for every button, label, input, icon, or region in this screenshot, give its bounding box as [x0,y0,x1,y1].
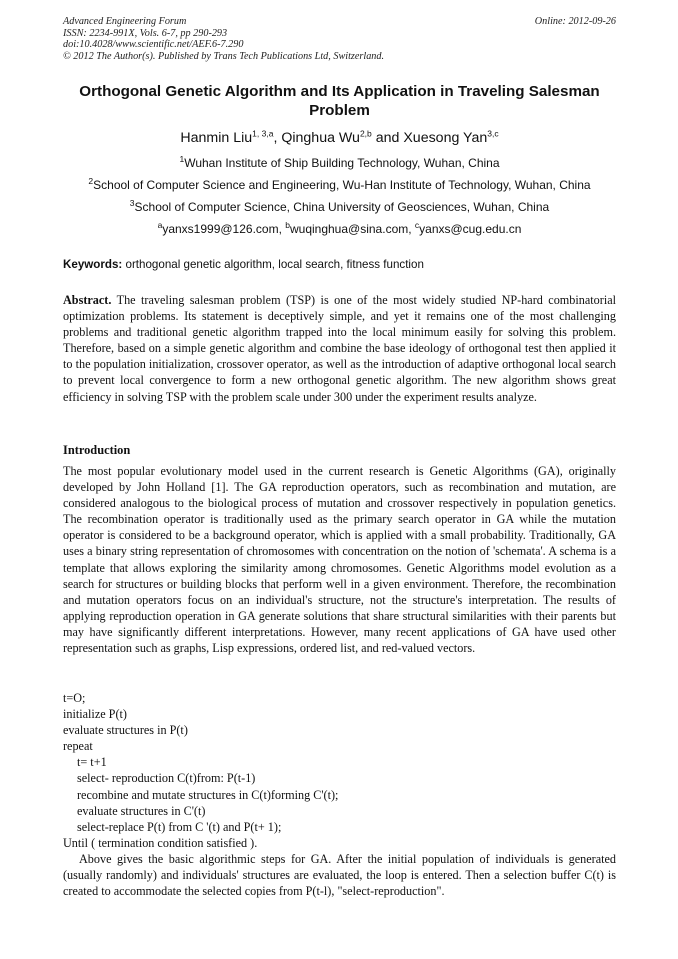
copyright-line: © 2012 The Author(s). Published by Trans Tech Publications Ltd, Switzerland. [63,50,385,62]
keywords-label: Keywords: [63,258,123,271]
algorithm-line: Until ( termination condition satisfied ). [63,835,258,850]
affiliation-superscript: 3 [129,198,135,208]
author-superscript: 2,b [359,128,372,139]
affiliation-text: School of Computer Science and Engineering, Wu-Han Institute of Technology, Wuhan, China [93,178,591,192]
abstract-text: The traveling salesman problem (TSP) is one of the most widely studied NP-hard combinatorial optimization problems. Its statement is deceptively simple, and yet it remains one of the most challenging problems and traditional genetic algorithm trapped into the local minimum easily for solving this problem. Therefore, based on a simple genetic algorithm and combine the base ideology of orthogonal test then applied it to the population initialization, crossover operator, as well as the introduction of adaptive orthogonal local search to prevent local convergence to form a new orthogonal genetic algorithm. The new algorithm shows great efficiency in solving TSP with the problem scale under 300 under the experiment results analyze. [63,293,616,404]
email-address[interactable]: yanxs@cug.edu.cn [419,222,522,236]
online-date: Online: 2012-09-26 [534,16,616,27]
affiliation-superscript: 1 [179,154,185,164]
algorithm-line: repeat [63,739,93,754]
author-list [63,130,616,146]
journal-name: Advanced Engineering Forum [63,16,187,27]
email-superscript: a [157,220,163,230]
abstract [63,292,616,405]
abstract-label: Abstract. [63,293,112,307]
keywords [63,258,616,271]
affiliation-3 [63,200,616,214]
author-separator: and [371,130,404,146]
author-superscript: 1, 3,a [252,128,274,139]
doi-line: doi:10.4028/www.scientific.net/AEF.6-7.290 [63,39,244,51]
affiliation-2 [63,178,616,192]
algorithm-line: evaluate structures in C'(t) [77,803,206,818]
algorithm-line: t=O; [63,691,86,705]
algorithm-line: select-replace P(t) from C '(t) and P(t+ 1); [77,819,282,834]
journal-header [63,16,616,62]
author-name: Qinghua Wu [281,130,360,146]
affiliation-text: Wuhan Institute of Ship Building Technology, Wuhan, China [184,156,500,170]
author-separator: , [273,130,282,146]
affiliation-1 [63,156,616,170]
email-superscript: c [414,220,420,230]
affiliation-text: School of Computer Science, China University of Geosciences, Wuhan, China [134,200,550,214]
issn-line: ISSN: 2234-991X, Vols. 6-7, pp 290-293 [63,27,228,39]
algorithm-line: select- reproduction C(t)from: P(t-1) [77,771,256,786]
email-line [63,222,616,236]
closing-paragraph: Above gives the basic algorithmic steps for GA. After the initial population of individuals is generated (usually randomly) and individuals' structures are evaluated, the loop is entered. Then a selection buffer C(t) is created to accommodate the selected copies from P(t-l), "select-reproduction". [63,852,616,899]
email-address[interactable]: wuqinghua@sina.com, [289,222,415,236]
email-address[interactable]: yanxs1999@126.com, [162,222,286,236]
algorithm-line: recombine and mutate structures in C(t)forming C'(t); [77,787,339,802]
author-name: Xuesong Yan [403,130,488,146]
affiliation-superscript: 2 [88,176,94,186]
algorithm-listing [63,690,616,851]
algorithm-line: evaluate structures in P(t) [63,723,188,738]
author-name: Hanmin Liu [180,130,253,146]
email-superscript: b [285,220,290,230]
algorithm-line: t= t+1 [77,755,107,770]
paper-title: Orthogonal Genetic Algorithm and Its Application in Traveling Salesman Problem [79,83,600,119]
author-superscript: 3,c [487,128,499,139]
algorithm-line: initialize P(t) [63,707,127,722]
introduction-paragraph: The most popular evolutionary model used in the current research is Genetic Algorithms (GA), originally developed by John Holland [1]. The GA reproduction operators, such as recombination and mutation, are considered analogous to the biological process of mutation and crossover respectively in population genetics. The recombination operator is traditionally used as the primary search operator in GA while the mutation operator is considered to be a background operator, which is applied with a small probability. Traditionally, GA uses a binary string representation of chromosomes with concentration on the notion of 'schemata'. A schema is a template that allows exploring the similarity among chromosomes. Genetic Algorithms model evolution as a search for structures or building blocks that perform well in a given environment. Therefore, the recombination and mutation operators focus on an individual's structure, not the structure's interpretation. The results of applying reproduction operation in GA generate solutions that share structural similarities with their parents but may have significantly different interpretations. However, many recent applications of GA have used other representation such as graphs, Lisp expressions, ordered list, and red-valued vectors. [63,464,616,656]
keywords-text: orthogonal genetic algorithm, local search, fitness function [122,258,424,271]
section-heading-introduction: Introduction [63,443,131,457]
